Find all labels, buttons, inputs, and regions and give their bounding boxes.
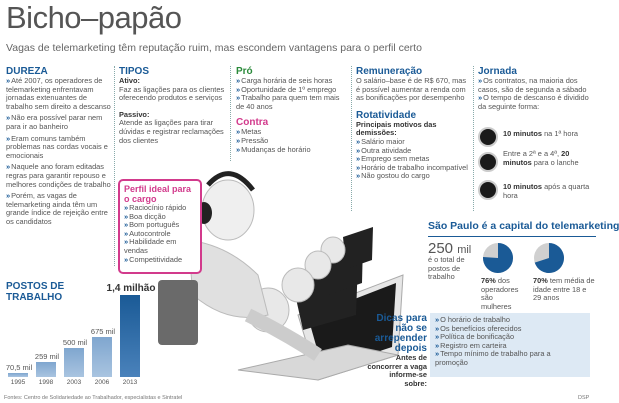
contra-item: »Pressão bbox=[236, 135, 269, 145]
passivo-text: Atende as ligações para tirar dúvidas e registrar reclamações dos clientes bbox=[119, 118, 224, 145]
dureza-item: »Porém, as vagas de telemarketing ainda têm um grande índice de rejeição entre os candidatos bbox=[6, 191, 108, 226]
pro-item: »Trabalho para quem tem mais de 40 anos bbox=[236, 93, 340, 111]
divider bbox=[114, 66, 115, 266]
dicas-box bbox=[430, 313, 590, 377]
chart-tick-label: 2006 bbox=[94, 379, 110, 386]
tipos-heading: TIPOS bbox=[119, 66, 150, 77]
perfil-item: »Autocontrole bbox=[124, 228, 171, 238]
divider bbox=[473, 66, 474, 211]
source-note: Fontes: Centro de Solidariedade ao Trabalhador, especialistas e Sintratel bbox=[4, 395, 183, 401]
contra-item: »Metas bbox=[236, 127, 262, 137]
dicas-sub: Antes de concorrer a vaga informe-se sobre: bbox=[367, 353, 427, 388]
jornada-item: »O tempo de descanso é dividido da seguinte forma: bbox=[478, 93, 589, 111]
rotatividade-item: »Não gostou do cargo bbox=[356, 171, 430, 181]
page-title: Bicho–papão bbox=[6, 0, 182, 35]
pie-women-icon bbox=[483, 243, 513, 273]
clock-icon bbox=[478, 127, 498, 147]
jornada-row-3: 10 minutos após a quarta hora bbox=[503, 182, 590, 200]
pie-age-icon bbox=[534, 243, 564, 273]
chart-tick-label: 2003 bbox=[66, 379, 82, 386]
jornada-row-2: Entre a 2ª e a 4ª, 20 minutos para o lanche bbox=[503, 149, 579, 167]
remuneracao-heading: Remuneração bbox=[356, 66, 423, 77]
dicas-item: »Os benefícios oferecidos bbox=[435, 323, 522, 333]
jornada-section bbox=[478, 66, 596, 111]
dureza-item: »Não era possível parar nem para ir ao banheiro bbox=[6, 113, 103, 131]
dicas-item: »Política de bonificação bbox=[435, 332, 515, 342]
dureza-item: »Naquele ano foram editadas regras para garantir repouso e melhores condições de trabalho bbox=[6, 162, 111, 189]
perfil-item: »Bom português bbox=[124, 220, 180, 230]
rotatividade-item: »Salário maior bbox=[356, 136, 405, 146]
chart-value-label: 259 mil bbox=[34, 351, 60, 361]
sp-pie-charts bbox=[482, 240, 592, 280]
sp-heading: São Paulo é a capital do telemarketing bbox=[428, 220, 619, 232]
chart-value-label: 70,5 mil bbox=[5, 362, 33, 372]
chair-icon bbox=[158, 280, 198, 345]
jornada-row-1: 10 minutos na 1ª hora bbox=[503, 129, 579, 138]
divider bbox=[428, 236, 596, 237]
chart-tick-label: 1995 bbox=[10, 379, 26, 386]
perfil-item: »Competitividade bbox=[124, 254, 183, 264]
dureza-item: »Até 2007, os operadores de telemarketing enfrentavam jornadas extenuantes de trabalho sem direito a descanso bbox=[6, 76, 111, 111]
rotatividade-item: »Emprego sem metas bbox=[356, 154, 430, 164]
tipos-section bbox=[119, 66, 227, 145]
dicas-left bbox=[367, 314, 427, 388]
remuneracao-section bbox=[356, 66, 471, 181]
postos-heading: POSTOS DE TRABALHO bbox=[6, 281, 65, 303]
chart-value-label: 1,4 milhão bbox=[106, 283, 156, 294]
remuneracao-text: O salário–base é de R$ 670, mas é possível aumentar a renda com as bonificações por desempenho bbox=[356, 76, 467, 103]
credit: DSP bbox=[578, 395, 590, 401]
ativo-label: Ativo: bbox=[119, 76, 140, 85]
chart-bar bbox=[36, 362, 56, 377]
divider bbox=[230, 66, 231, 161]
contra-item: »Mudanças de horário bbox=[236, 144, 311, 154]
chart-bar bbox=[64, 348, 84, 377]
postos-chart bbox=[0, 283, 156, 395]
sp-pct2: 70% tem média de idade entre 18 e 29 anos bbox=[533, 276, 595, 303]
dureza-heading: DUREZA bbox=[6, 66, 48, 77]
rotatividade-item: »Horário de trabalho incompatível bbox=[356, 162, 468, 172]
pro-item: »Carga horária de seis horas bbox=[236, 76, 333, 85]
perfil-item: »Boa dicção bbox=[124, 211, 166, 221]
chart-bar bbox=[92, 337, 112, 377]
jornada-item: »Os contratos, na maioria dos casos, são de segunda a sábado bbox=[478, 76, 587, 94]
passivo-label: Passivo: bbox=[119, 109, 150, 119]
ativo-text: Faz as ligações para os clientes oferecendo produtos e serviços bbox=[119, 84, 225, 103]
clock-icon bbox=[478, 152, 498, 172]
dicas-item: »Registro em carteira bbox=[435, 340, 507, 350]
clock-icon bbox=[478, 180, 498, 200]
perfil-item: »Raciocínio rápido bbox=[124, 203, 187, 212]
pro-heading: Pró bbox=[236, 66, 253, 77]
rotatividade-sub: Principais motivos das demissões: bbox=[356, 119, 437, 138]
chart-bar bbox=[8, 373, 28, 377]
dicas-item: »O horário de trabalho bbox=[435, 315, 510, 324]
chart-value-label: 675 mil bbox=[90, 327, 116, 337]
dicas-heading: Dicas para não se arrepender depois bbox=[374, 313, 427, 354]
chart-tick-label: 2013 bbox=[122, 379, 138, 386]
pro-item: »Oportunidade de 1º emprego bbox=[236, 84, 337, 94]
dureza-item: »Eram comuns também problemas nas cordas vocais e emocionais bbox=[6, 133, 108, 160]
rotatividade-heading: Rotatividade bbox=[356, 109, 417, 121]
rotatividade-item: »Outra atividade bbox=[356, 145, 412, 155]
jornada-heading: Jornada bbox=[478, 66, 517, 77]
dureza-section bbox=[6, 66, 111, 227]
dicas-item: »Tempo mínimo de trabalho para a promoção bbox=[435, 349, 551, 367]
sp-big-number: 250 mil bbox=[428, 240, 472, 257]
sp-big-text: é o total de postos de trabalho bbox=[428, 255, 465, 282]
chart-tick-label: 1998 bbox=[38, 379, 54, 386]
sp-pct1: 76% dos operadores são mulheres bbox=[481, 276, 519, 311]
perfil-item: »Habilidade em vendas bbox=[124, 237, 177, 255]
perfil-heading: Perfil ideal para o cargo bbox=[124, 184, 192, 204]
chart-value-label: 500 mil bbox=[62, 337, 88, 347]
page-subtitle: Vagas de telemarketing têm reputação ruim, mas escondem vantagens para o perfil certo bbox=[6, 42, 422, 54]
perfil-box bbox=[118, 179, 202, 274]
contra-heading: Contra bbox=[236, 117, 269, 129]
chart-bar bbox=[120, 295, 140, 377]
pro-section bbox=[236, 66, 348, 154]
